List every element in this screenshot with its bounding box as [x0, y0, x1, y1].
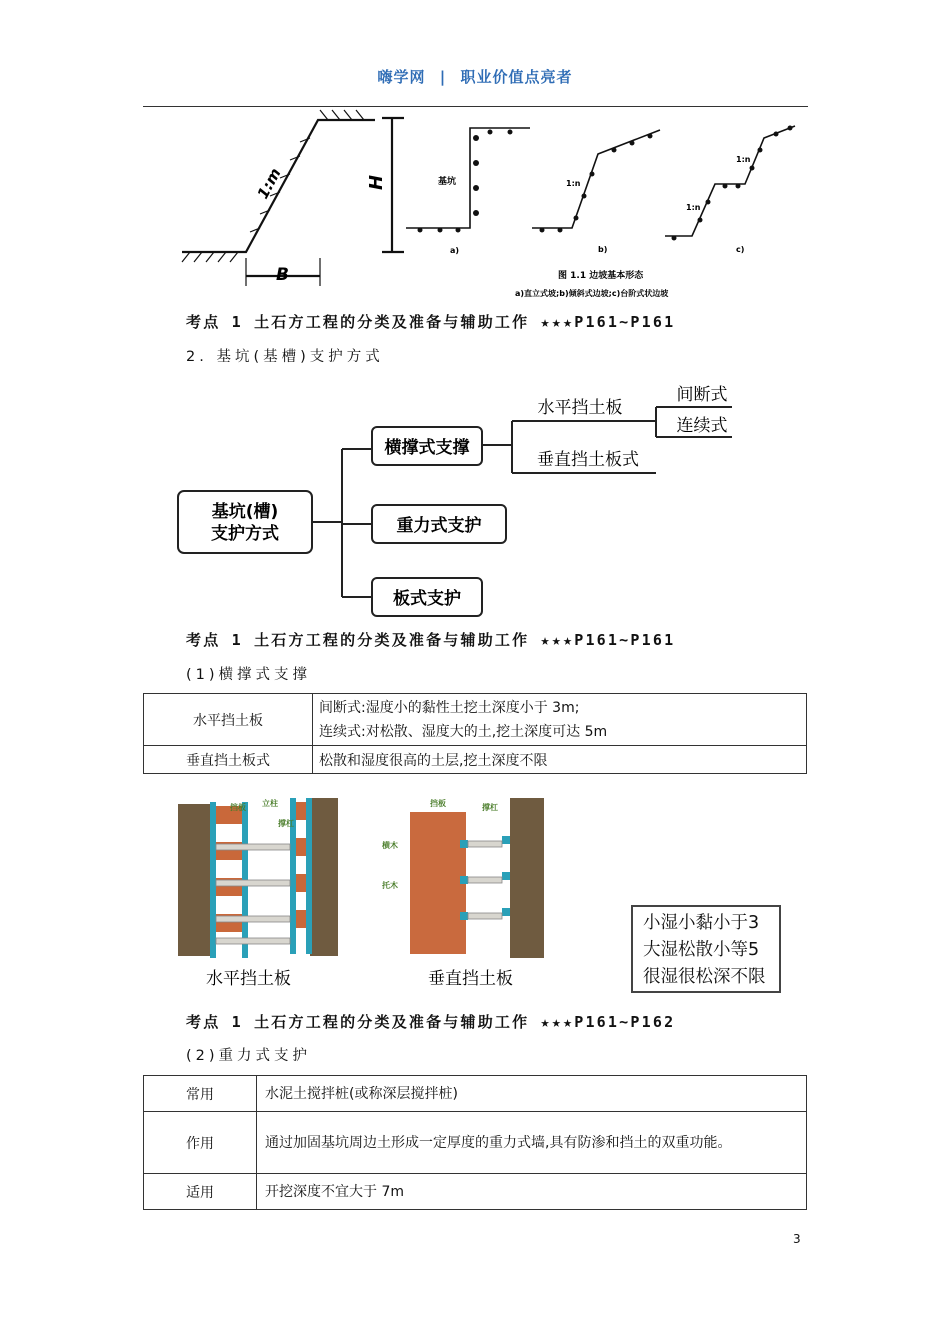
- table-cell: 适用: [144, 1174, 257, 1210]
- table-cell: 水平挡土板: [144, 694, 313, 746]
- right-caption: 垂直挡土板: [428, 969, 513, 989]
- key-point-heading-3: 考点 1 土石方工程的分类及准备与辅助工作 ★★★P161~P162: [186, 1013, 676, 1031]
- table-cell: [313, 694, 807, 746]
- label-a: a): [450, 246, 460, 255]
- label-b: b): [598, 245, 608, 254]
- mindmap-node-1a: 水平挡土板: [537, 398, 623, 418]
- ratio-small-c1: 1:n: [686, 203, 701, 212]
- table-horizontal-support: [143, 693, 807, 774]
- table-cell: 水泥土搅拌桩(或称深层搅拌桩): [257, 1076, 807, 1112]
- soil-wall-right: [310, 798, 338, 956]
- figure-caption-title: 图 1.1 边坡基本形态: [558, 271, 644, 281]
- sub-heading-1: 2. 基坑(基槽)支护方式: [186, 349, 384, 365]
- jikeng-label: 基坑: [438, 177, 457, 187]
- mindmap-node-1a2: 连续式: [676, 416, 728, 436]
- sub-heading-2: (1)横撑式支撑: [186, 667, 312, 683]
- tag-chengzhu-2: 撑杠: [482, 803, 498, 812]
- ratio-small-c2: 1:n: [736, 155, 751, 164]
- tag-chengzhu: 撑杠: [278, 819, 294, 828]
- mnemonic-line-3: 很湿很松深不限: [643, 967, 766, 987]
- tag-hengmu: 横木: [382, 841, 398, 850]
- table-cell-line: 间断式:湿度小的黏性土挖土深度小于 3m;: [319, 699, 580, 716]
- vertical-panel: [410, 812, 466, 954]
- width-label: B: [276, 265, 289, 285]
- mindmap-node-3: 板式支护: [393, 589, 461, 609]
- tag-dangban: 挡板: [230, 803, 246, 812]
- ratio-small-b: 1:n: [566, 179, 581, 188]
- key-point-heading-2: 考点 1 土石方工程的分类及准备与辅助工作 ★★★P161~P161: [186, 631, 676, 649]
- mindmap-node-1: 横撑式支撑: [384, 438, 470, 458]
- table-cell: 开挖深度不宜大于 7m: [257, 1174, 807, 1210]
- mindmap-root-line1: 基坑(槽): [211, 502, 279, 522]
- table-row: [144, 694, 807, 746]
- page-header: [0, 66, 950, 87]
- header-separator: |: [439, 68, 447, 86]
- tag-lizhu: 立柱: [262, 799, 278, 808]
- figure-caption-sub: a)直立式坡;b)倾斜式边坡;c)台阶式状边坡: [515, 289, 669, 298]
- mindmap-node-1a1: 间断式: [676, 385, 728, 405]
- tag-tuomu: 托木: [382, 881, 398, 890]
- support-illustration: [172, 792, 552, 992]
- table-cell-line: 连续式:对松散、湿度大的土,挖土深度可达 5m: [319, 723, 608, 740]
- tag-dangban-2: 挡板: [430, 799, 446, 808]
- sub-heading-3: (2)重力式支护: [186, 1048, 312, 1064]
- mnemonic-box: [631, 905, 781, 993]
- table-cell: 作用: [144, 1112, 257, 1174]
- support-mindmap: [170, 375, 750, 625]
- mindmap-root-line2: 支护方式: [211, 524, 279, 544]
- label-c: c): [736, 245, 745, 254]
- header-site: 嗨学网: [377, 68, 426, 86]
- key-point-heading-1: 考点 1 土石方工程的分类及准备与辅助工作 ★★★P161~P161: [186, 313, 676, 331]
- table-cell: 垂直挡土板式: [144, 746, 313, 774]
- mindmap-node-1b: 垂直挡土板式: [537, 450, 639, 470]
- header-rule: [143, 106, 808, 107]
- mnemonic-line-1: 小湿小黏小于3: [643, 913, 760, 933]
- table-cell: 松散和湿度很高的土层,挖土深度不限: [313, 746, 807, 774]
- table-row: [144, 1174, 807, 1210]
- table-cell: 常用: [144, 1076, 257, 1112]
- table-row: [144, 1076, 807, 1112]
- mnemonic-line-2: 大湿松散小等5: [643, 940, 760, 960]
- soil-wall-right-2: [510, 798, 544, 958]
- mindmap-node-2: 重力式支护: [396, 516, 482, 536]
- table-gravity-support: [143, 1075, 807, 1210]
- table-row: [144, 1112, 807, 1174]
- table-cell: 通过加固基坑周边土形成一定厚度的重力式墙,具有防渗和挡土的双重功能。: [257, 1112, 807, 1174]
- ratio-label: 1:m: [253, 165, 285, 202]
- height-label: H: [366, 174, 387, 190]
- table-row: [144, 746, 807, 774]
- slope-figure: [170, 108, 810, 304]
- header-slogan: 职业价值点亮者: [460, 68, 573, 86]
- left-caption: 水平挡土板: [206, 969, 291, 989]
- page-number: 3: [793, 1232, 801, 1246]
